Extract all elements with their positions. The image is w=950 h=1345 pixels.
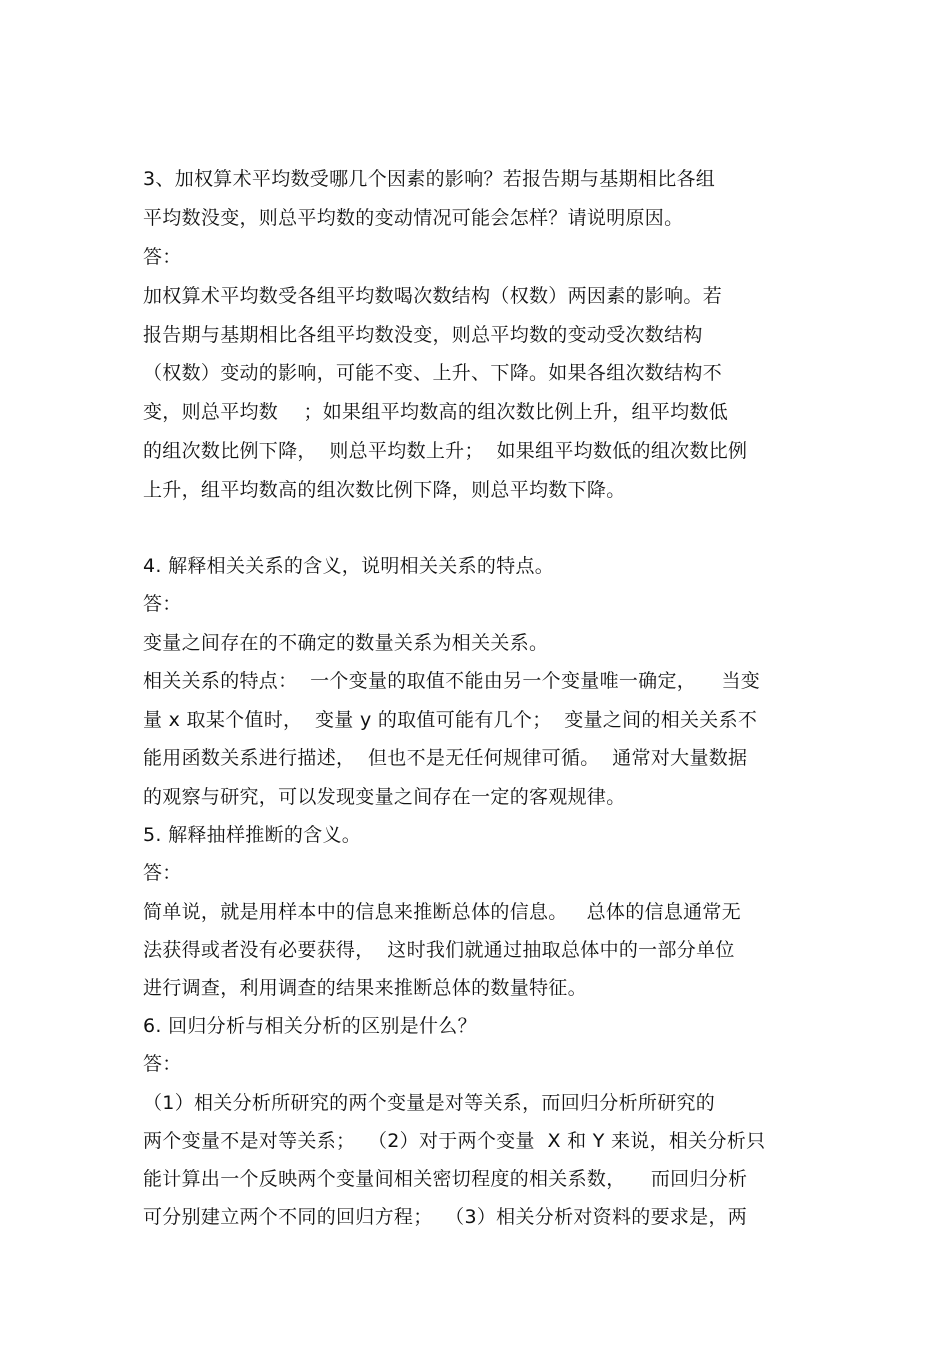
question-3-line-1: 3、加权算术平均数受哪几个因素的影响？若报告期与基期相比各组 [143,168,716,190]
answer-3-line-4: 变，则总平均数 ；如果组平均数高的组次数比例上升，组平均数低 [143,401,729,423]
question-5: 5. 解释抽样推断的含义。 [143,824,362,846]
answer-3-line-6: 上升，组平均数高的组次数比例下降，则总平均数下降。 [143,479,626,501]
answer-5-line-3: 进行调查，利用调查的结果来推断总体的数量特征。 [143,977,587,999]
answer-3-line-5: 的组次数比例下降， 则总平均数上升； 如果组平均数低的组次数比例 [143,440,748,462]
answer-4-line-1: 变量之间存在的不确定的数量关系为相关关系。 [143,632,549,654]
answer-6-line-1: （1）相关分析所研究的两个变量是对等关系，而回归分析所研究的 [143,1092,716,1114]
answer-5-line-1: 简单说，就是用样本中的信息来推断总体的信息。 总体的信息通常无 [143,901,742,923]
answer-6-line-2: 两个变量不是对等关系； （2）对于两个变量 X 和 Y 来说，相关分析只 [143,1130,766,1152]
answer-4-line-3: 量 x 取某个值时， 变量 y 的取值可能有几个； 变量之间的相关关系不 [143,709,758,731]
question-6: 6. 回归分析与相关分析的区别是什么？ [143,1015,477,1037]
answer-label: 答： [143,862,182,884]
answer-6-line-3: 能计算出一个反映两个变量间相关密切程度的相关系数， 而回归分析 [143,1168,748,1190]
answer-4-line-4: 能用函数关系进行描述， 但也不是无任何规律可循。 通常对大量数据 [143,747,748,769]
answer-label: 答： [143,593,182,615]
answer-4-line-2: 相关关系的特点： 一个变量的取值不能由另一个变量唯一确定， 当变 [143,670,761,692]
question-4: 4. 解释相关关系的含义，说明相关关系的特点。 [143,555,555,577]
answer-label: 答： [143,246,182,268]
question-3-line-2: 平均数没变，则总平均数的变动情况可能会怎样？请说明原因。 [143,207,684,229]
answer-3-line-3: （权数）变动的影响，可能不变、上升、下降。如果各组次数结构不 [143,362,723,384]
answer-4-line-5: 的观察与研究，可以发现变量之间存在一定的客观规律。 [143,786,626,808]
answer-6-line-4: 可分别建立两个不同的回归方程； （3）相关分析对资料的要求是，两 [143,1206,748,1228]
answer-3-line-1: 加权算术平均数受各组平均数喝次数结构（权数）两因素的影响。若 [143,285,723,307]
answer-label: 答： [143,1053,182,1075]
answer-5-line-2: 法获得或者没有必要获得， 这时我们就通过抽取总体中的一部分单位 [143,939,735,961]
answer-3-line-2: 报告期与基期相比各组平均数没变，则总平均数的变动受次数结构 [143,324,703,346]
